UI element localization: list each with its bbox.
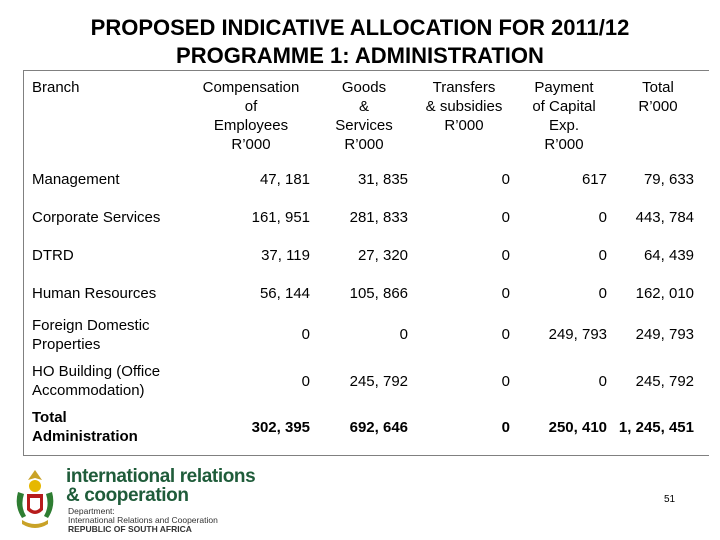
goods-cell: 245, 792 — [349, 373, 408, 390]
total-cell: 1, 245, 451 — [618, 419, 694, 436]
transfers-cell: 0 — [501, 326, 510, 343]
branch-cell: Human Resources — [32, 285, 157, 302]
payment-cell: 0 — [598, 209, 607, 226]
compensation-cell: 47, 181 — [259, 171, 310, 188]
table-left-border — [23, 70, 24, 455]
country-name: REPUBLIC OF SOUTH AFRICA — [68, 524, 192, 534]
department-label: Department: — [68, 506, 115, 516]
table-bottom-rule — [23, 455, 709, 456]
transfers-cell: 0 — [501, 171, 510, 188]
payment-cell: 250, 410 — [548, 419, 607, 436]
branch-cell: Management — [32, 171, 120, 188]
total-cell: 245, 792 — [635, 373, 694, 390]
compensation-cell: 302, 395 — [251, 419, 310, 436]
header-goods-services: Goods & Services R’000 — [335, 79, 393, 153]
compensation-cell: 0 — [301, 373, 310, 390]
payment-cell: 617 — [581, 171, 607, 188]
header-total: Total R’000 — [638, 79, 678, 115]
goods-cell: 31, 835 — [357, 171, 408, 188]
goods-cell: 0 — [399, 326, 408, 343]
header-compensation: Compensation of Employees R’000 — [202, 79, 300, 153]
goods-cell: 105, 866 — [349, 285, 408, 302]
branch-cell: Corporate Services — [32, 209, 161, 226]
table-top-rule — [23, 70, 709, 71]
branch-cell: Total Administration — [32, 409, 138, 445]
brand-line1: international relations — [66, 466, 256, 487]
branch-cell: HO Building (Office Accommodation) — [32, 363, 161, 399]
compensation-cell: 161, 951 — [251, 209, 310, 226]
payment-cell: 0 — [598, 285, 607, 302]
page-number: 51 — [664, 494, 676, 505]
slide-title-line1: PROPOSED INDICATIVE ALLOCATION FOR 2011/12 — [90, 15, 630, 40]
compensation-cell: 0 — [301, 326, 310, 343]
compensation-cell: 56, 144 — [259, 285, 310, 302]
total-cell: 79, 633 — [643, 171, 694, 188]
branch-cell: DTRD — [32, 247, 74, 264]
transfers-cell: 0 — [501, 373, 510, 390]
branch-cell: Foreign Domestic Properties — [32, 317, 150, 353]
header-transfers: Transfers & subsidies R’000 — [425, 79, 503, 134]
transfers-cell: 0 — [501, 247, 510, 264]
transfers-cell: 0 — [501, 285, 510, 302]
payment-cell: 0 — [598, 373, 607, 390]
total-cell: 162, 010 — [635, 285, 694, 302]
goods-cell: 281, 833 — [349, 209, 408, 226]
compensation-cell: 37, 119 — [261, 247, 310, 264]
payment-cell: 249, 793 — [548, 326, 607, 343]
transfers-cell: 0 — [501, 209, 510, 226]
goods-cell: 692, 646 — [349, 419, 408, 436]
header-branch: Branch — [32, 79, 80, 96]
payment-cell: 0 — [598, 247, 607, 264]
goods-cell: 27, 320 — [357, 247, 408, 264]
slide-title-line2: PROGRAMME 1: ADMINISTRATION — [176, 43, 544, 68]
transfers-cell: 0 — [501, 419, 510, 436]
total-cell: 64, 439 — [643, 247, 694, 264]
coat-of-arms-icon — [12, 466, 58, 532]
total-cell: 443, 784 — [635, 209, 694, 226]
department-name: International Relations and Cooperation — [68, 515, 218, 525]
header-payment-capital: Payment of Capital Exp. R’000 — [532, 79, 596, 153]
brand-line2: & cooperation — [66, 485, 189, 506]
total-cell: 249, 793 — [635, 326, 694, 343]
